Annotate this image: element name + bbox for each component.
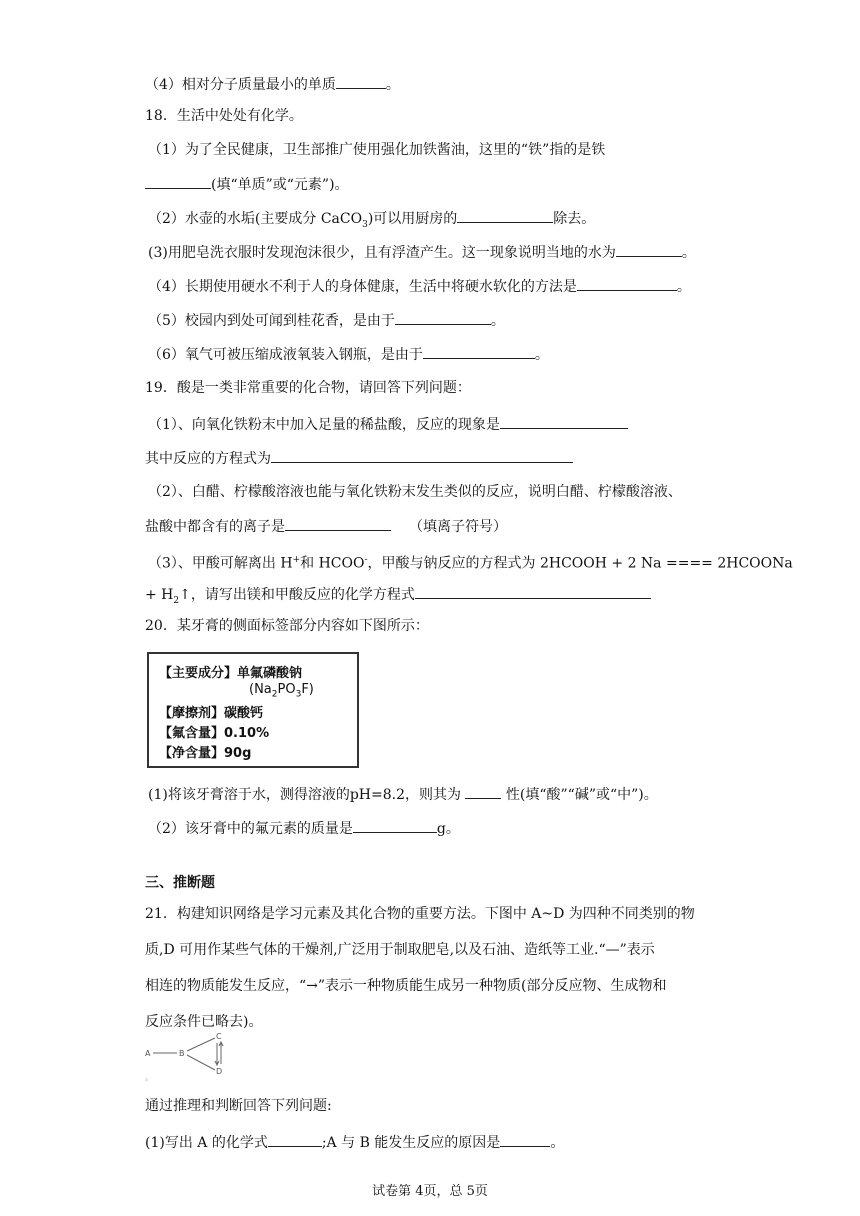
page-footer: 试卷第 4页，总 5页 xyxy=(372,1184,488,1199)
q19-item1-line1: （1）、向氧化铁粉末中加入足量的稀盐酸，反应的现象是 xyxy=(148,414,628,435)
label-line-formula: $(Na_2PO_3F)$ xyxy=(249,682,314,700)
q19-item2-line2: 盐酸中都含有的离子是 （填离子符号） xyxy=(145,516,507,537)
answer-blank[interactable] xyxy=(465,784,501,799)
q20-item1: (1)将该牙膏溶于水，测得溶液的pH=8.2，则其为 性(填“酸”“碱”或“中”)。 xyxy=(148,784,658,805)
answer-blank[interactable] xyxy=(500,1132,550,1147)
q20-title: 20．某牙膏的侧面标签部分内容如下图所示： xyxy=(145,618,429,634)
q19-item3-line2: + $H_2↑$，请写出镁和甲酸反应的化学方程式 xyxy=(145,584,651,611)
q19-item2-line1: （2）、白醋、柠檬酸溶液也能与氧化铁粉末发生类似的反应，说明白醋、柠檬酸溶液、 xyxy=(148,484,682,500)
label-line-fluoride: 【氟含量】0.10% xyxy=(159,726,270,741)
answer-blank[interactable] xyxy=(423,344,535,359)
q21-line5: 通过推理和判断回答下列问题: xyxy=(145,1098,332,1114)
answer-blank[interactable] xyxy=(336,74,386,89)
q18-item3: (3)用肥皂洗衣服时发现泡沫很少，且有浮渣产生。这一现象说明当地的水为 。 xyxy=(148,242,696,263)
label-line-main-ingredient: 【主要成分】单氟磷酸钠 xyxy=(159,666,303,681)
q21-line2: 质,D 可用作某些气体的干燥剂,广泛用于制取肥皂,以及石油、造纸等工业.“—”表示 xyxy=(145,942,655,958)
answer-blank[interactable] xyxy=(500,414,628,429)
q18-item6: （6）氧气可被压缩成液氧装入钢瓶，是由于 。 xyxy=(148,344,549,365)
answer-blank[interactable] xyxy=(415,584,651,599)
section-heading: 三、推断题 xyxy=(145,875,215,891)
answer-blank[interactable] xyxy=(145,174,211,189)
q19-item3-line1: （3）、甲酸可解离出 H+和 HCOO-，甲酸与钠反应的方程式为 2HCOOH + 2 Na ==== 2HCOONa xyxy=(148,555,793,572)
q19-item1-line2: 其中反应的方程式为 xyxy=(145,448,573,469)
answer-blank[interactable] xyxy=(616,242,682,257)
q18-title: 18．生活中处处有化学。 xyxy=(145,108,303,124)
reaction-diagram xyxy=(143,1030,233,1082)
toothpaste-label-image xyxy=(147,652,359,768)
link-b-d xyxy=(187,1055,215,1070)
answer-blank[interactable] xyxy=(577,276,677,291)
node-b: B xyxy=(179,1049,185,1058)
q20-item2: （2）该牙膏中的氟元素的质量是 g。 xyxy=(148,818,460,839)
q18-item4: （4）长期使用硬水不利于人的身体健康，生活中将硬水软化的方法是 。 xyxy=(148,276,691,297)
q21-item1: (1)写出 A 的化学式 ;A 与 B 能发生反应的原因是 。 xyxy=(145,1132,564,1153)
q18-item2: （2）水壶的水垢(主要成分 CaCO$_3$)可以用厨房的 除去。 xyxy=(148,208,595,235)
q17-item4: （4）相对分子质量最小的单质 。 xyxy=(145,74,400,95)
q18-item1-line1: （1）为了全民健康，卫生部推广使用强化加铁酱油，这里的“铁”指的是铁 xyxy=(148,142,606,158)
answer-blank[interactable] xyxy=(268,1132,322,1147)
answer-blank[interactable] xyxy=(395,310,491,325)
node-d: D xyxy=(216,1067,223,1076)
label-line-abrasive: 【摩擦剂】碳酸钙 xyxy=(159,706,264,721)
node-c: C xyxy=(216,1032,222,1041)
q21-line4: 反应条件已略去)。 xyxy=(145,1014,263,1030)
label-line-net-weight: 【净含量】90g xyxy=(159,746,252,761)
answer-blank[interactable] xyxy=(353,818,437,833)
answer-blank[interactable] xyxy=(457,208,553,223)
q18-item1-line2: (填“单质”或“元素”)。 xyxy=(145,174,349,195)
answer-blank[interactable] xyxy=(271,448,573,463)
answer-blank[interactable] xyxy=(285,516,391,531)
diagram-mark: 。 xyxy=(145,1073,153,1082)
q21-line3: 相连的物质能发生反应，“→”表示一种物质能生成另一种物质(部分反应物、生成物和 xyxy=(145,978,667,994)
node-a: A xyxy=(145,1049,151,1058)
q18-item5: （5）校园内到处可闻到桂花香，是由于 。 xyxy=(148,310,505,331)
q21-line1: 21．构建知识网络是学习元素及其化合物的重要方法。下图中 A~D 为四种不同类别的物 xyxy=(145,906,695,922)
q19-title: 19．酸是一类非常重要的化合物，请回答下列问题： xyxy=(145,380,471,396)
link-b-c xyxy=(187,1038,215,1051)
